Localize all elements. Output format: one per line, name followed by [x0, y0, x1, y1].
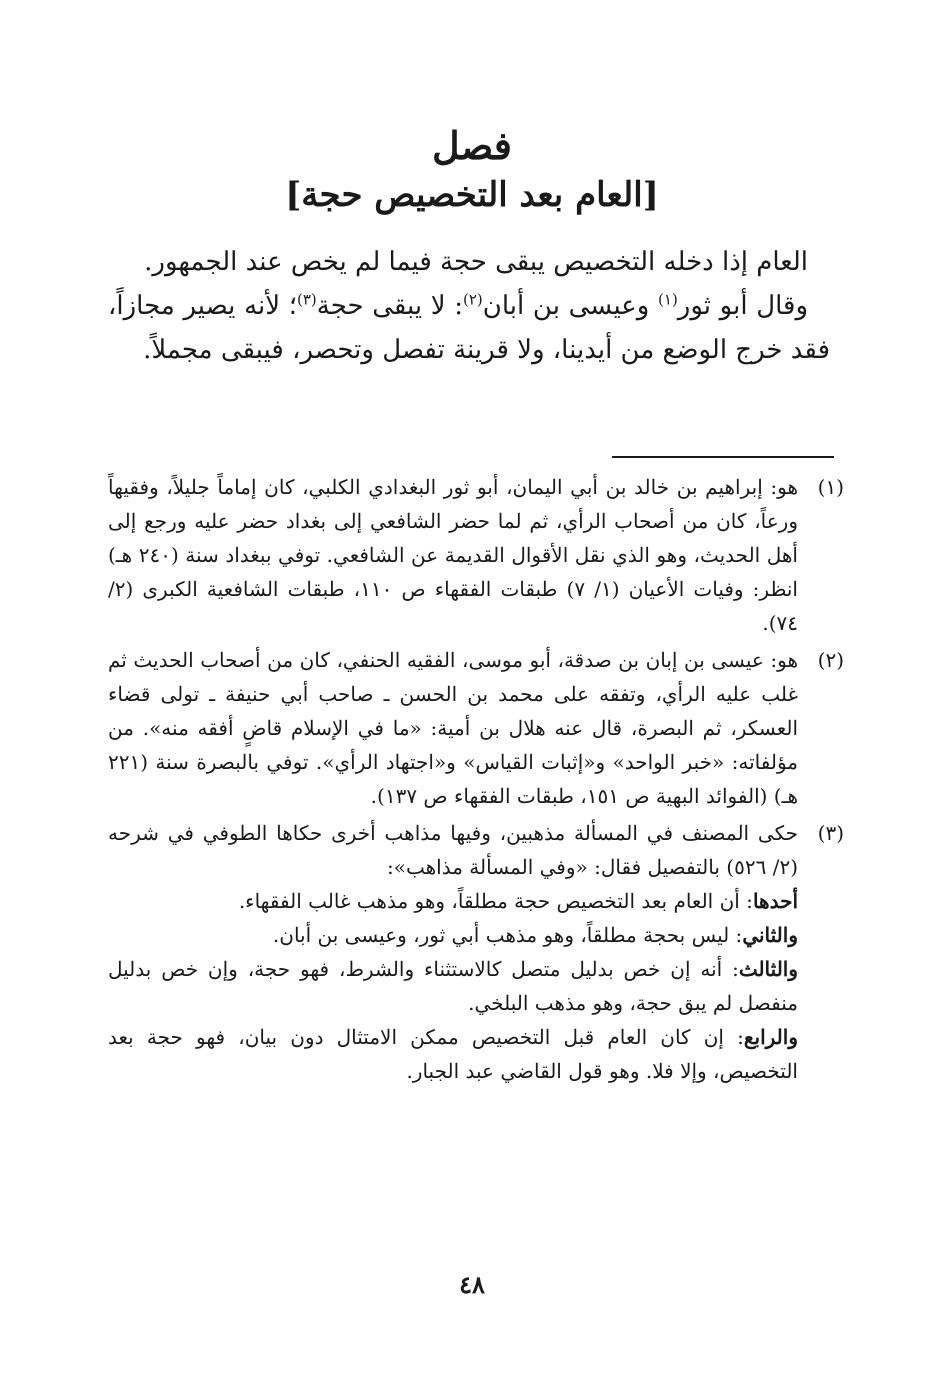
paragraph-2-part-b: وعيسى بن أبان	[482, 291, 659, 321]
footnote-number: (٢)	[817, 648, 844, 672]
footnote-1	[108, 470, 844, 640]
doctrine-sep: :	[723, 1025, 744, 1049]
paragraph-2-part-d: ؛ لأنه يصير مجازاً، فقد خرج الوضع من أيدينا، ولا قرينة تفصل وتحصر، فيبقى مجملاً.	[108, 291, 830, 365]
footnote-ref-2[interactable]: (٢)	[463, 290, 483, 309]
doctrine-item	[108, 884, 844, 918]
doctrine-sep: :	[729, 923, 743, 947]
footnote-number: (١)	[817, 475, 844, 499]
footnote-ref-3[interactable]: (٣)	[296, 290, 317, 309]
chapter-subtitle: [العام بعد التخصيص حجة]	[285, 175, 659, 215]
paragraph-2	[108, 284, 830, 372]
footnote-divider	[612, 456, 834, 458]
footnote-text: هو: إبراهيم بن خالد بن أبي اليمان، أبو ثور البغدادي الكلبي، كان إماماً جليلاً، وفقيهاً ورعاً، كان من أصحاب الرأي، ثم لما حضر الشافعي إلى بغداد حضر عليه ورجع إلى أهل الحديث، وهو الذي نقل الأقوال القديمة عن الشافعي. توفي ببغداد سنة (٢٤٠ هـ) انظر: وفيات الأعيان (١/ ٧) طبقات الفقهاء ص ١١٠، طبقات الشافعية الكبرى (٢/ ٧٤).	[108, 475, 798, 635]
doctrine-text: إن كان العام قبل التخصيص ممكن الامتثال دون بيان، فهو حجة بعد التخصيص، وإلا فلا. وهو قول القاضي عبد الجبار.	[108, 1025, 798, 1083]
footnote-3-list	[108, 884, 844, 1088]
footnote-2	[108, 643, 844, 813]
doctrine-lead: أحدها	[752, 889, 798, 913]
page-number: ٤٨	[459, 1270, 485, 1299]
doctrine-lead: والرابع	[743, 1025, 798, 1049]
doctrine-lead: والثالث	[738, 957, 798, 981]
doctrine-item	[108, 918, 844, 952]
doctrine-text: أن العام بعد التخصيص حجة مطلقاً، وهو مذهب غالب الفقهاء.	[238, 889, 740, 913]
doctrine-text: أنه إن خص بدليل متصل كالاستثناء والشرط، فهو حجة، وإن خص بدليل منفصل لم يبق حجة، وهو مذهب البلخي.	[108, 957, 798, 1015]
footnote-text: هو: عيسى بن إبان بن صدقة، أبو موسى، الفقيه الحنفي، كان من أصحاب الحديث ثم غلب عليه الرأي، وتفقه على محمد بن الحسن ـ صاحب أبي حنيفة ـ تولى قضاء العسكر، ثم البصرة، قال عنه هلال بن أمية: «ما في الإسلام قاضٍ أفقه منه». من مؤلفاته: «خبر الواحد» و«إثبات القياس» و«اجتهاد الرأي». توفي بالبصرة سنة (٢٢١ هـ) (الفوائد البهية ص ١٥١، طبقات الفقهاء ص ١٣٧).	[108, 648, 798, 808]
footnote-number: (٣)	[817, 821, 844, 845]
paragraph-2-part-c: : لا يبقى حجة	[316, 291, 463, 321]
main-text	[108, 240, 830, 372]
doctrine-item	[108, 1020, 844, 1088]
footnote-3	[108, 816, 844, 1088]
footnote-text: حكى المصنف في المسألة مذهبين، وفيها مذاهب أخرى حكاها الطوفي في شرحه (٢/ ٥٢٦) بالتفصيل فقال: «وفي المسألة مذاهب»:	[108, 821, 798, 879]
doctrine-sep: :	[739, 889, 753, 913]
paragraph-1: العام إذا دخله التخصيص يبقى حجة فيما لم يخص عند الجمهور.	[144, 247, 808, 277]
doctrine-lead: والثاني	[742, 923, 798, 947]
doctrine-text: ليس بحجة مطلقاً، وهو مذهب أبي ثور، وعيسى بن أبان.	[272, 923, 730, 947]
doctrine-sep: :	[722, 957, 739, 981]
paragraph-2-part-a: وقال أبو ثور	[677, 291, 808, 321]
doctrine-item	[108, 952, 844, 1020]
footnotes	[108, 470, 844, 1091]
chapter-title: فصل	[432, 123, 512, 168]
footnote-ref-1[interactable]: (١)	[658, 290, 678, 309]
